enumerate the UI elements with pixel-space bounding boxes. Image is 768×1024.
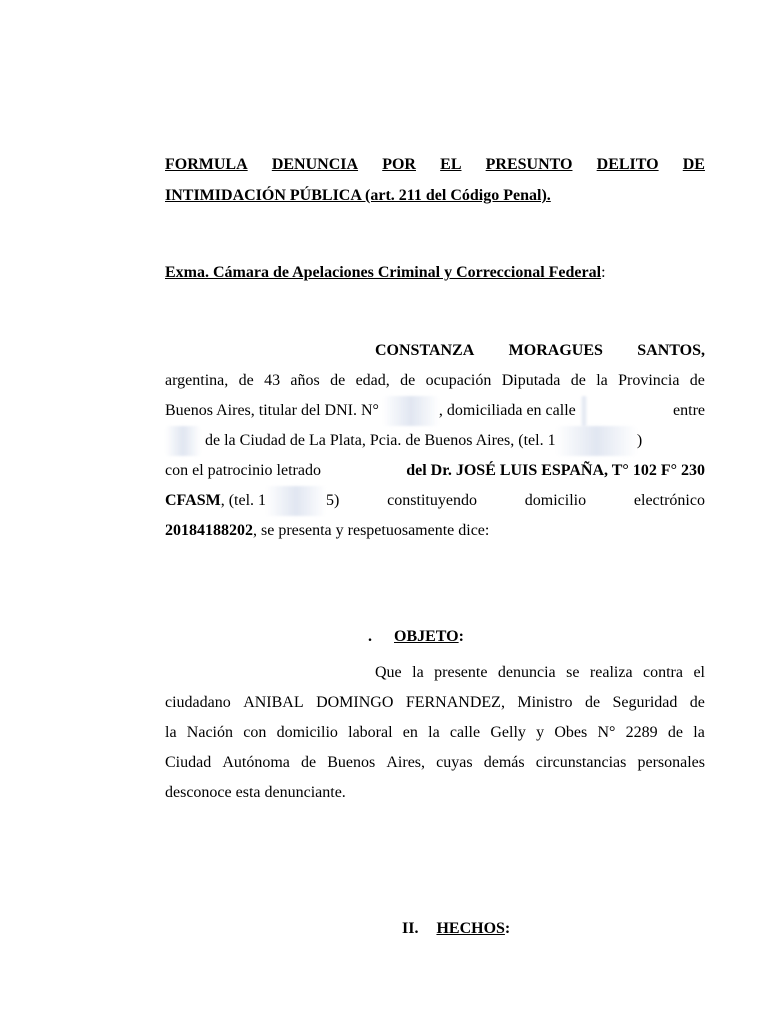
attorney-name: del Dr. JOSÉ LUIS ESPAÑA, T° 102 F° 230 xyxy=(406,462,705,479)
document-title-line-2 xyxy=(165,181,705,211)
para2-line-2-word: de xyxy=(689,694,705,711)
document-title-line-1 xyxy=(165,150,705,180)
para2-line-3-word: 2289 xyxy=(625,724,658,741)
para1-line-1-word: de xyxy=(689,372,705,389)
para1-line-1-word: de xyxy=(330,372,346,389)
para2-line-1-text: Que la presente denuncia se realiza contra el xyxy=(375,664,705,681)
title-line-1-word: DENUNCIA xyxy=(271,156,359,173)
title-line-1-word: FORMULA xyxy=(165,156,248,173)
para2-line-4-word: Ciudad xyxy=(165,754,212,771)
para2-line-3-word: la xyxy=(693,724,705,741)
redacted-phone-1 xyxy=(556,426,637,456)
para2-line-3-word: Obes xyxy=(554,724,588,741)
attorney-bar: CFASM xyxy=(165,492,221,509)
para1-line-1-word: de xyxy=(570,372,586,389)
para2-line-4-word: Buenos xyxy=(327,754,376,771)
para1-line-1-word: edad, xyxy=(355,372,390,389)
para1-line-1-word: 43 xyxy=(264,372,281,389)
para1-line-1-word: la xyxy=(596,372,608,389)
para1-line-4 xyxy=(165,456,705,486)
para2-line-4-word: cuyas xyxy=(436,754,473,771)
redacted-cross-street xyxy=(165,426,201,456)
title-line-1-word: POR xyxy=(382,156,416,173)
para2-line-4-word: demás xyxy=(483,754,525,771)
title-line-1-word: PRESUNTO xyxy=(485,156,573,173)
para2-line-3-word: Nación xyxy=(186,724,233,741)
para2-line-3-word: Gelly xyxy=(490,724,526,741)
title-line-1-word: DELITO xyxy=(596,156,659,173)
para2-line-2-word: DOMINGO xyxy=(316,694,394,711)
para2-line-4 xyxy=(165,748,705,778)
section-hechos-colon: : xyxy=(504,920,511,937)
para1-line-1-word: argentina, xyxy=(165,372,229,389)
para2-line-2-word: de xyxy=(584,694,601,711)
para2-line-3-word: la xyxy=(428,724,440,741)
para1-line-2-text-b: , domiciliada en calle xyxy=(438,402,576,419)
para2-line-5 xyxy=(165,778,705,808)
para1-line-1-word: ocupación xyxy=(425,372,492,389)
para1-line-4-text-a: con el patrocinio letrado xyxy=(165,462,321,479)
para2-line-4-word: circunstancias xyxy=(535,754,627,771)
para2-line-2-word: Ministro xyxy=(517,694,573,711)
para1-line-5-text-b: , (tel. 1 xyxy=(220,492,267,509)
addressee xyxy=(165,258,705,288)
complainant-name-word: CONSTANZA xyxy=(375,342,475,359)
para2-line-2 xyxy=(165,688,705,718)
para1-line-5 xyxy=(165,486,705,516)
para2-line-2-word: Seguridad xyxy=(612,694,678,711)
para1-line-3-text-b: ) xyxy=(636,432,643,449)
para2-line-1 xyxy=(375,658,705,688)
title-line-1-word: EL xyxy=(440,156,462,173)
complainant-name-word: MORAGUES xyxy=(508,342,603,359)
para2-line-3-word: con xyxy=(243,724,267,741)
section-hechos-title: HECHOS xyxy=(436,920,505,937)
redacted-dni xyxy=(383,396,439,426)
para2-line-4-word: Aires, xyxy=(386,754,426,771)
para1-line-5-text-c: 5) xyxy=(326,492,340,509)
para2-line-3-word: y xyxy=(536,724,545,741)
para2-line-3-word: domicilio xyxy=(276,724,338,741)
para2-line-2-word: FERNANDEZ, xyxy=(405,694,505,711)
para1-line-3 xyxy=(165,426,705,456)
redacted-phone-2 xyxy=(266,486,326,516)
para1-line-5-text-e: domicilio xyxy=(524,492,587,509)
para2-line-3-word: laboral xyxy=(348,724,393,741)
para1-line-2 xyxy=(165,396,705,426)
section-objeto-number: . xyxy=(368,628,372,645)
para1-line-1-word: Diputada xyxy=(501,372,561,389)
para2-line-3-word: en xyxy=(402,724,418,741)
para1-line-1-word: Provincia xyxy=(618,372,680,389)
complainant-name-word: SANTOS, xyxy=(637,342,705,359)
para2-line-3-word: N° xyxy=(597,724,616,741)
para1-line-6-text-b: , se presenta y respetuosamente dice: xyxy=(253,522,490,539)
para2-line-3 xyxy=(165,718,705,748)
para2-line-4-word: Autónoma xyxy=(222,754,290,771)
para1-line-1-word: años xyxy=(290,372,320,389)
para1-line-3-text-a: de la Ciudad de La Plata, Pcia. de Buenos Aires, (tel. 1 xyxy=(205,432,556,449)
para1-line-5-text-f: electrónico xyxy=(633,492,705,509)
para2-line-2-word: ANIBAL xyxy=(243,694,304,711)
electronic-domicile: 20184188202 xyxy=(165,522,253,539)
para1-line-1-word: de xyxy=(400,372,416,389)
para2-line-4-word: personales xyxy=(637,754,705,771)
para1-line-2-text-a: Buenos Aires, titular del DNI. N° xyxy=(165,402,379,419)
para2-line-4-word: de xyxy=(301,754,317,771)
para2-line-3-word: calle xyxy=(449,724,481,741)
para1-line-6 xyxy=(165,516,705,546)
para2-line-3-word: de xyxy=(667,724,684,741)
para2-line-2-word: ciudadano xyxy=(165,694,231,711)
para1-line-1-word: de xyxy=(238,372,254,389)
addressee-text: Exma. Cámara de Apelaciones Criminal y Correccional Federal xyxy=(165,264,602,281)
document-title-text: INTIMIDACIÓN PÚBLICA (art. 211 del Código Penal). xyxy=(165,187,551,204)
para1-line-1 xyxy=(165,366,705,396)
section-hechos-number: II. xyxy=(402,920,419,937)
section-objeto-colon: : xyxy=(458,628,464,645)
complainant-name xyxy=(375,336,705,366)
para2-line-3-word: la xyxy=(165,724,177,741)
para1-line-5-text-d: constituyendo xyxy=(387,492,477,509)
section-objeto-title: OBJETO xyxy=(394,628,459,645)
para2-line-5-text: desconoce esta denunciante. xyxy=(165,784,346,801)
section-hechos-heading xyxy=(402,914,510,944)
redacted-street xyxy=(580,396,588,426)
section-objeto-heading xyxy=(368,622,464,652)
para1-line-2-text-c: entre xyxy=(673,402,705,419)
addressee-colon: : xyxy=(601,264,606,281)
title-line-1-word: DE xyxy=(682,156,705,173)
